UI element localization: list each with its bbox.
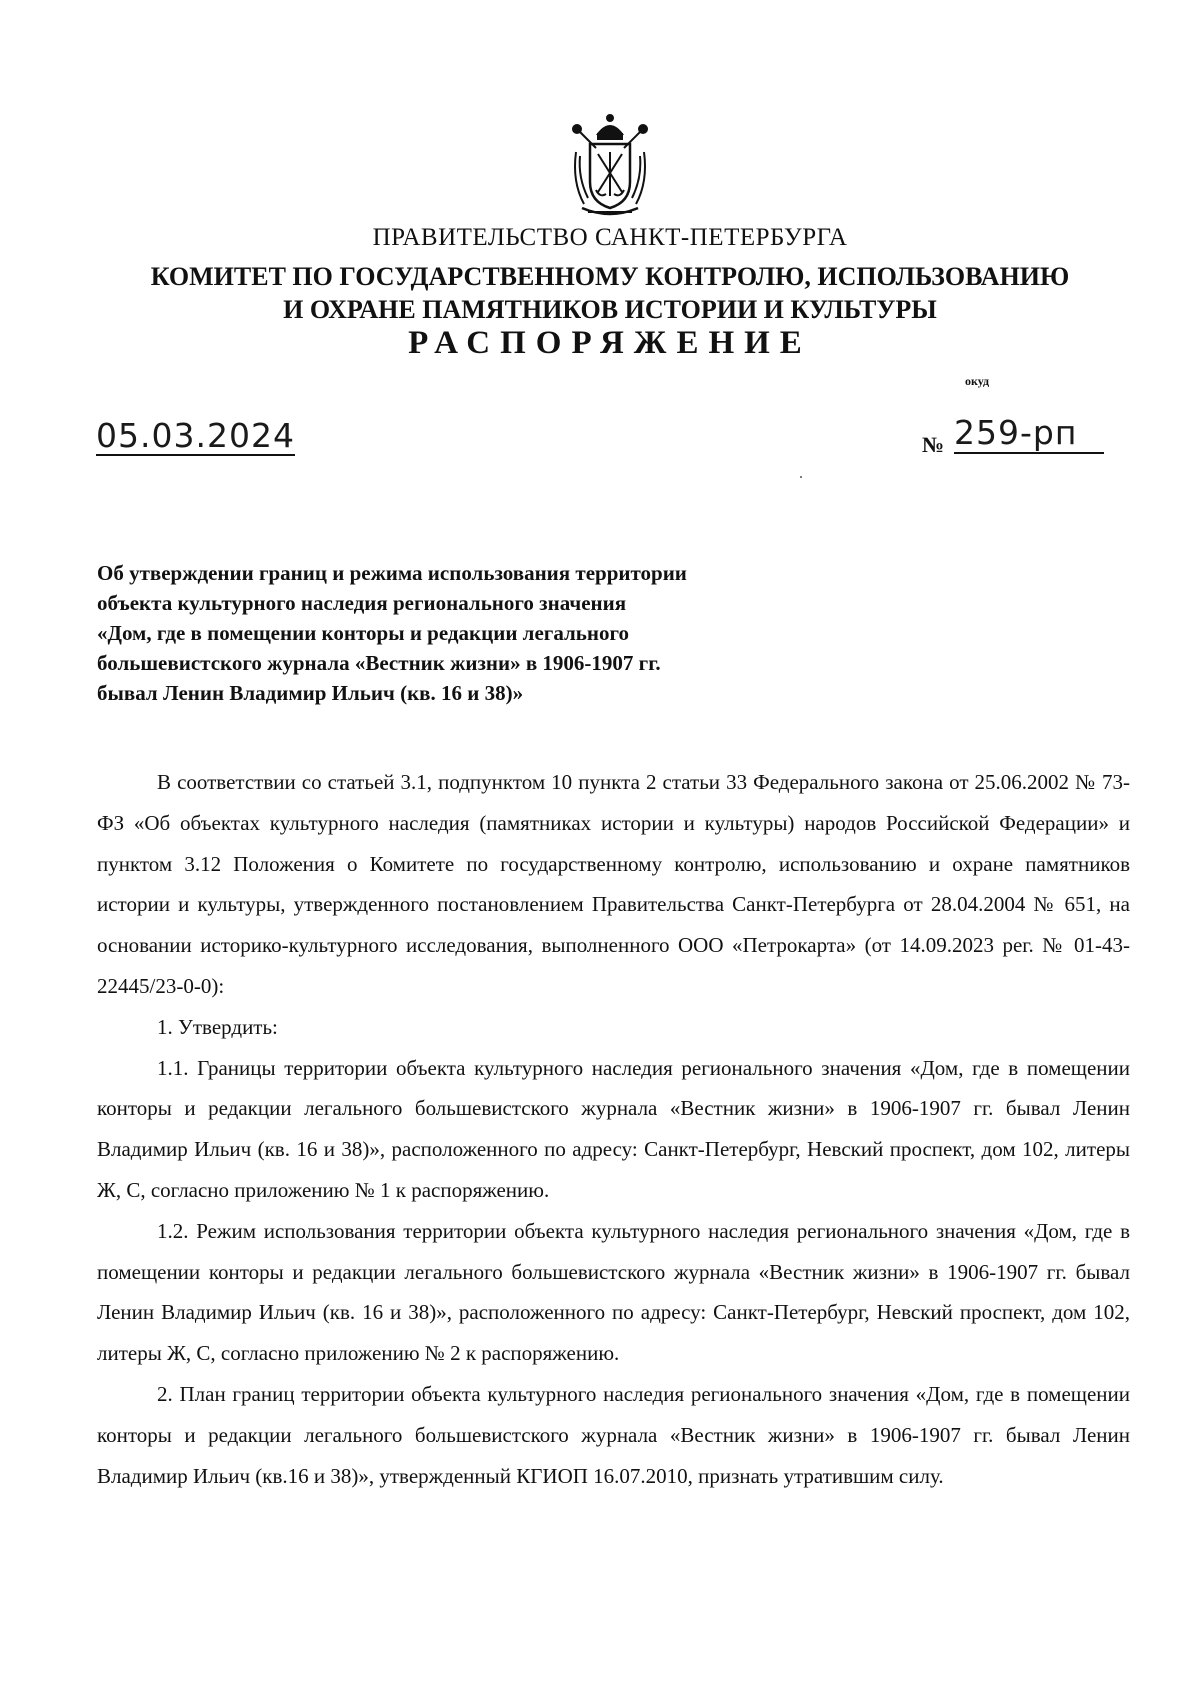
government-name: ПРАВИТЕЛЬСТВО САНКТ-ПЕТЕРБУРГА <box>372 224 848 251</box>
item-2-paragraph: 2. План границ территории объекта культурного наследия регионального значения «Дом, где в помещении конторы и редакции легального большевистского журнала «Вестник жизни» в 1906-1907 гг. бывал Ленин Владимир Ильич (кв.16 и 38)», утвержденный КГИОП 16.07.2010, признать утратившим силу. <box>97 1381 1130 1488</box>
document-type: РАСПОРЯЖЕНИЕ <box>408 325 812 361</box>
committee-name-line-1: КОМИТЕТ ПО ГОСУДАРСТВЕННОМУ КОНТРОЛЮ, ИСПОЛЬЗОВАНИЮ <box>150 262 1070 291</box>
subject-line-1: Об утверждении границ и режима использования территории <box>97 561 687 585</box>
subject-line-3: «Дом, где в помещении конторы и редакции легального <box>97 621 630 645</box>
document-body <box>97 762 1130 1496</box>
coat-of-arms-emblem <box>568 112 652 220</box>
subject-line-2: объекта культурного наследия регионального значения <box>97 591 627 615</box>
document-subject <box>97 558 817 708</box>
document-date: 05.03.2024 <box>96 416 295 455</box>
subject-line-5: бывал Ленин Владимир Ильич (кв. 16 и 38)» <box>97 681 524 705</box>
subject-line-4: большевистского журнала «Вестник жизни» в 1906-1907 гг. <box>97 651 661 675</box>
scan-dot <box>800 476 802 478</box>
preamble-paragraph: В соответствии со статьей 3.1, подпунктом 10 пункта 2 статьи 33 Федерального закона от 25.06.2002 № 73-ФЗ «Об объектах культурного наследия (памятниках истории и культуры) народов Российской Федерации» и пунктом 3.12 Положения о Комитете по государственному контролю, использованию и охране памятников истории и культуры, утвержденного постановлением Правительства Санкт-Петербурга от 28.04.2004 № 651, на основании историко-культурного исследования, выполненного ООО «Петрокарта» (от 14.09.2023 рег. № 01-43-22445/23-0-0): <box>97 770 1130 998</box>
item-1-1-paragraph: 1.1. Границы территории объекта культурного наследия регионального значения «Дом, где в помещении конторы и редакции легального большевистского журнала «Вестник жизни» в 1906-1907 гг. бывал Ленин Владимир Ильич (кв. 16 и 38)», расположенного по адресу: Санкт-Петербург, Невский проспект, дом 102, литеры Ж, С, согласно приложению № 1 к распоряжению. <box>97 1055 1130 1202</box>
committee-name-line-2: И ОХРАНЕ ПАМЯТНИКОВ ИСТОРИИ И КУЛЬТУРЫ <box>283 295 937 324</box>
document-number: 259-рп <box>954 414 1104 454</box>
number-sign: № <box>922 432 945 457</box>
committee-name <box>0 260 1200 326</box>
item-1-paragraph: 1. Утвердить: <box>157 1014 278 1039</box>
okud-label: окуд <box>965 374 990 388</box>
item-1-2-paragraph: 1.2. Режим использования территории объекта культурного наследия регионального значения «Дом, где в помещении конторы и редакции легального большевистского журнала «Вестник жизни» в 1906-1907 гг. бывал Ленин Владимир Ильич (кв. 16 и 38)», расположенного по адресу: Санкт-Петербург, Невский проспект, дом 102, литеры Ж, С, согласно приложению № 2 к распоряжению. <box>97 1218 1130 1366</box>
